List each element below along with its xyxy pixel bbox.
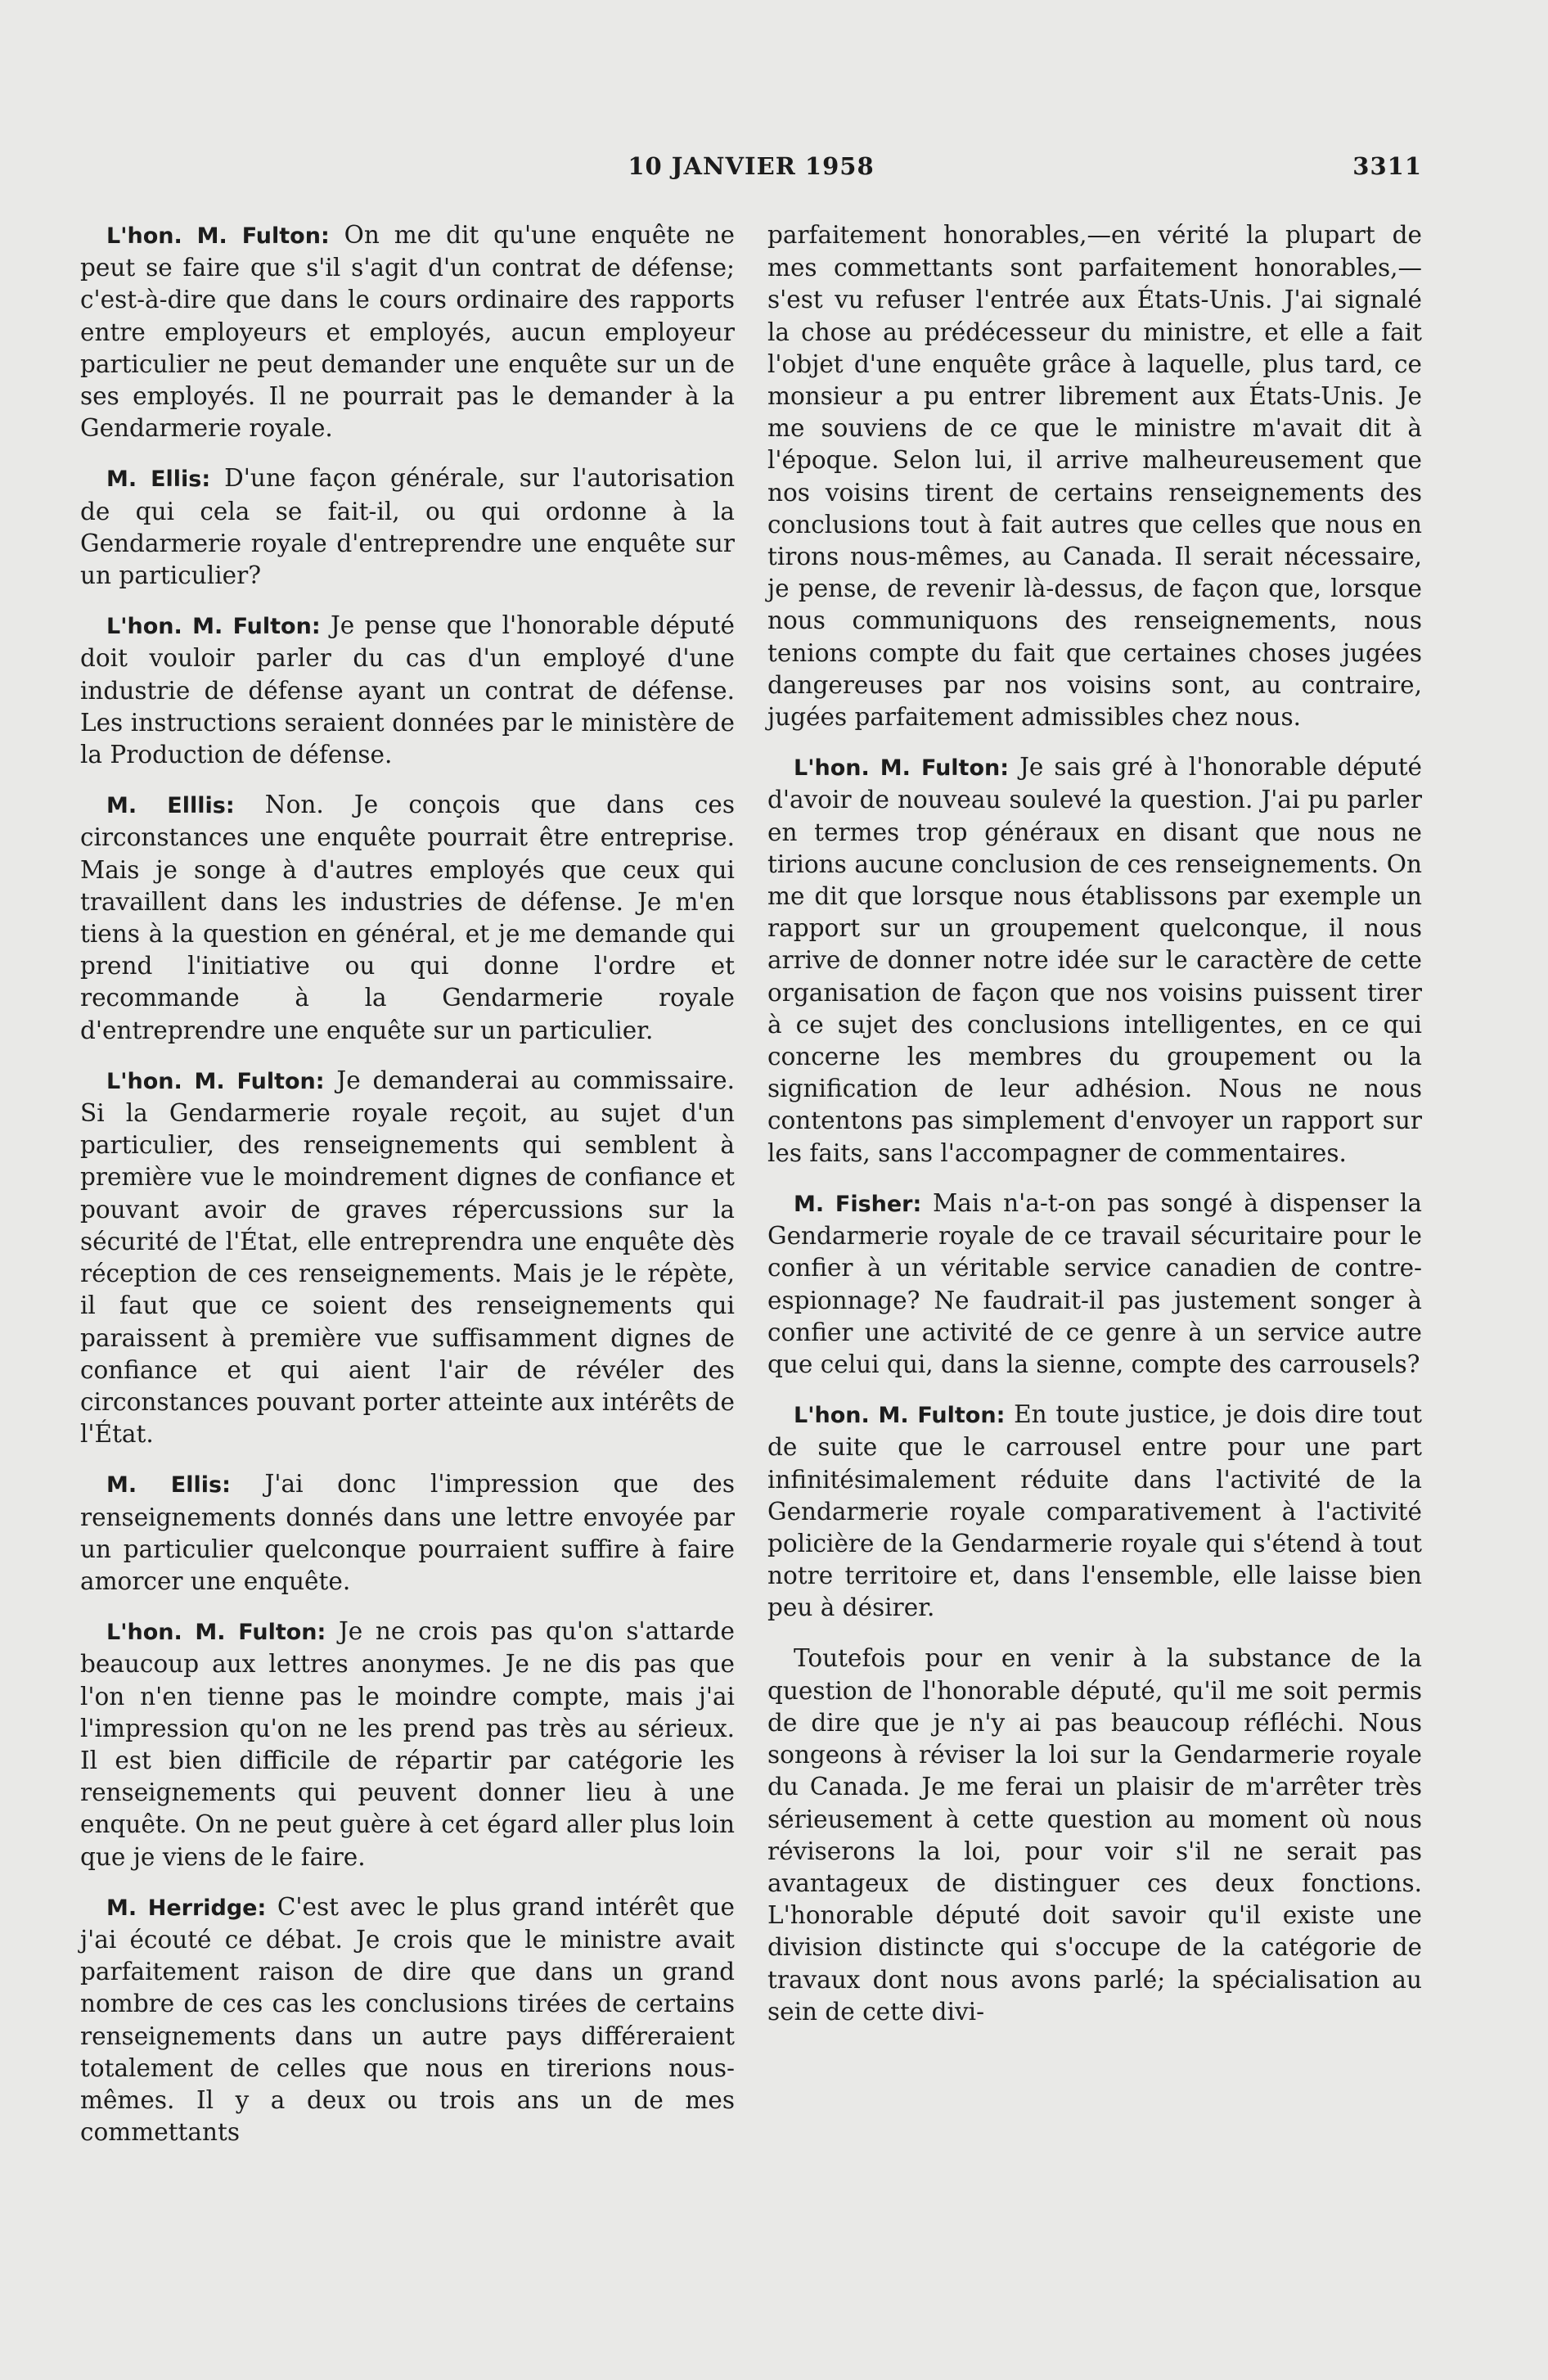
paragraph — [80, 789, 735, 1047]
paragraph-text: On me dit qu'une enquête ne peut se faire que s'il s'agit d'un contrat de défense; c'est-à-dire que dans le cours ordinaire des rapports entre employeurs et employés, aucun employeur particulier ne peut demander une enquête sur un de ses employés. Il ne pourrait pas le demander à la Gendarmerie royale. — [80, 221, 735, 443]
speaker-name: M. Ellis: — [106, 1472, 231, 1499]
paragraph — [80, 1891, 735, 2149]
paragraph — [80, 610, 735, 771]
paragraph — [767, 1188, 1422, 1381]
paragraph — [80, 1065, 735, 1450]
paragraph-text: Je ne crois pas qu'on s'attarde beaucoup aux lettres anonymes. Je ne dis pas que l'on n'en tienne pas le moindre compte, mais j'ai l'impression qu'on ne les prend pas très au sérieux. Il est bien difficile de répartir par catégorie les renseignements qui peuvent donner lieu à une enquête. On ne peut guère à cet égard aller plus loin que je viens de le faire. — [80, 1617, 735, 1871]
paragraph — [767, 1399, 1422, 1624]
paragraph-text: J'ai donc l'impression que des renseignements donnés dans une lettre envoyée par un particulier quelconque pourraient suffire à faire amorcer une enquête. — [80, 1470, 735, 1595]
paragraph-text: C'est avec le plus grand intérêt que j'ai écouté ce débat. Je crois que le ministre avait parfaitement raison de dire que dans un grand nombre de ces cas les conclusions tirées de certains renseignements dans un autre pays différeraient totalement de celles que nous en tirerions nous-mêmes. Il y a deux ou trois ans un de mes commettants — [80, 1892, 735, 2147]
paragraph — [80, 219, 735, 444]
paragraph — [80, 1616, 735, 1873]
right-column — [767, 219, 1422, 2046]
page-header — [80, 152, 1422, 188]
page-date: 10 JANVIER 1958 — [628, 152, 875, 180]
speaker-name: L'hon. M. Fulton: — [106, 1620, 326, 1646]
page-number: 3311 — [1352, 152, 1422, 180]
paragraph — [80, 462, 735, 592]
speaker-name: L'hon. M. Fulton: — [106, 1068, 325, 1094]
speaker-name: L'hon. M. Fulton: — [106, 223, 330, 249]
paragraph — [767, 1643, 1422, 2028]
paragraph-text: parfaitement honorables,—en vérité la plupart de mes commettants sont parfaitement honorables,—s'est vu refuser l'entrée aux États-Unis. J'ai signalé la chose au prédécesseur du ministre, et elle a fait l'objet d'une enquête grâce à laquelle, plus tard, ce monsieur a pu entrer librement aux États-Unis. Je me souviens de ce que le ministre m'avait dit à l'époque. Selon lui, il arrive malheureusement que nos voisins tirent de certains renseignements des conclusions tout à fait autres que celles que nous en tirons nous-mêmes, au Canada. Il serait nécessaire, je pense, de revenir là-dessus, de façon que, lorsque nous communiquons des renseignements, nous tenions compte du fait que certaines choses jugées dangereuses par nos voisins sont, au contraire, jugées parfaitement admissibles chez nous. — [767, 221, 1422, 732]
speaker-name: M. Fisher: — [794, 1191, 922, 1217]
paragraph — [80, 1468, 735, 1598]
paragraph-text: Je pense que l'honorable député doit vouloir parler du cas d'un employé d'une industrie de défense ayant un contrat de défense. Les instructions seraient données par le ministère de la Production de défense. — [80, 611, 735, 769]
paragraph-text: Mais n'a-t-on pas songé à dispenser la Gendarmerie royale de ce travail sécuritaire pour le confier à un véritable service canadien de contre-espionnage? Ne faudrait-il pas justement songer à confier une activité de ce genre à un service autre que celui qui, dans la sienne, compte des carrousels? — [767, 1188, 1422, 1378]
paragraph-text: Non. Je conçois que dans ces circonstances une enquête pourrait être entreprise. Mais je songe à d'autres employés que ceux qui travaillent dans les industries de défense. Je m'en tiens à la question en général, et je me demande qui prend l'initiative ou qui donne l'ordre et recommande à la Gendarmerie royale d'entreprendre une enquête sur un particulier. — [80, 791, 735, 1044]
paragraph-text: Toutefois pour en venir à la substance de la question de l'honorable député, qu'il me soit permis de dire que je n'y ai pas beaucoup réfléchi. Nous songeons à réviser la loi sur la Gendarmerie royale du Canada. Je me ferai un plaisir de m'arrêter très sérieusement à cette question au moment où nous réviserons la loi, pour voir s'il ne serait pas avantageux de distinguer ces deux fonctions. L'honorable député doit savoir qu'il existe une division distincte qui s'occupe de la catégorie de travaux dont nous avons parlé; la spécialisation au sein de cette divi- — [767, 1643, 1422, 2026]
speaker-name: L'hon. M. Fulton: — [106, 614, 321, 640]
speaker-name: M. Herridge: — [106, 1895, 267, 1921]
paragraph-text: Je demanderai au commissaire. Si la Gendarmerie royale reçoit, au sujet d'un particulier, des renseignements qui semblent à première vue le moindrement dignes de confiance et pouvant avoir de graves répercussions sur la sécurité de l'État, elle entreprendra une enquête dès réception de ces renseignements. Mais je le répète, il faut que ce soient des renseignements qui paraissent à première vue suffisamment dignes de confiance et qui aient l'air de révéler des circonstances pouvant porter atteinte aux intérêts de l'État. — [80, 1066, 735, 1449]
speaker-name: L'hon. M. Fulton: — [794, 755, 1010, 782]
paragraph — [767, 751, 1422, 1170]
speaker-name: M. Ellis: — [106, 467, 211, 493]
speaker-name: L'hon. M. Fulton: — [794, 1403, 1006, 1429]
paragraph-text: D'une façon générale, sur l'autorisation de qui cela se fait-il, ou qui ordonne à la Gendarmerie royale d'entreprendre une enquête sur un particulier? — [80, 464, 736, 590]
paragraph-text: Je sais gré à l'honorable député d'avoir de nouveau soulevé la question. J'ai pu parler en termes trop généraux en disant que nous ne tirions aucune conclusion de ces renseignements. On me dit que lorsque nous établissons par exemple un rapport sur un groupement quelconque, il nous arrive de donner notre idée sur le caractère de cette organisation de façon que nos voisins puissent tirer à ce sujet des conclusions intelligentes, en ce qui concerne les membres du groupement ou la signification de leur adhésion. Nous ne nous contentons pas simplement d'envoyer un rapport sur les faits, sans l'accompagner de commentaires. — [767, 753, 1423, 1167]
speaker-name: M. Elllis: — [106, 793, 235, 819]
paragraph-text: En toute justice, je dois dire tout de suite que le carrousel entre pour une part infinitésimalement réduite dans l'activité de la Gendarmerie royale comparativement à l'activité policière de la Gendarmerie royale qui s'étend à tout notre territoire et, dans l'ensemble, elle laisse bien peu à désirer. — [767, 1400, 1422, 1622]
paragraph — [767, 219, 1422, 733]
left-column — [80, 219, 735, 2166]
